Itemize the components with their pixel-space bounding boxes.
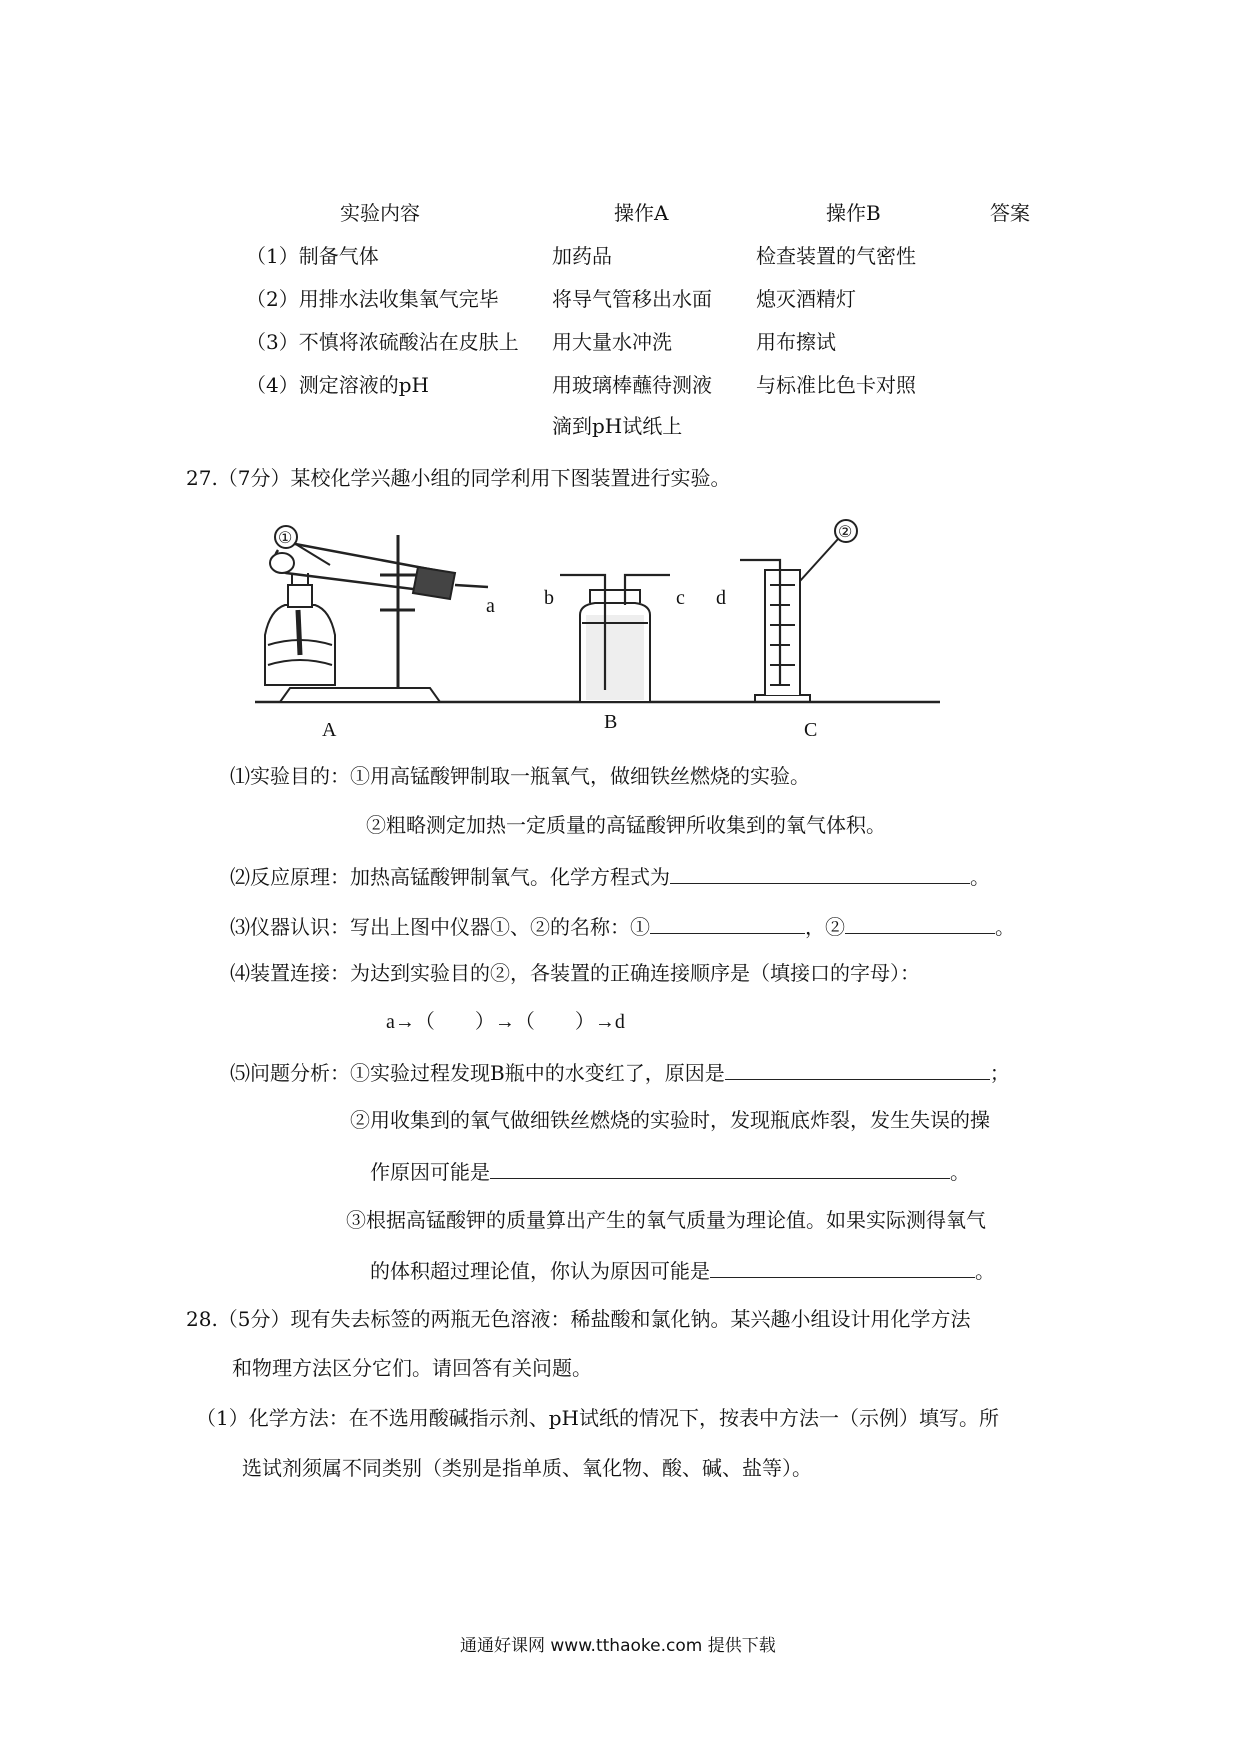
q27-part3-text: ⑶仪器认识：写出上图中仪器①、②的名称：① (230, 915, 650, 939)
q27-part4: ⑷装置连接：为达到实验目的②，各装置的正确连接顺序是（填接口的字母）： (230, 961, 920, 985)
table-row-4-b: 与标准比色卡对照 (756, 373, 916, 397)
marker-1: ① (278, 528, 293, 547)
q27-part3-mid: ，② (805, 915, 845, 939)
q27-part5-line4: ③根据高锰酸钾的质量算出产生的氧气质量为理论值。如果实际测得氧气 (346, 1208, 986, 1232)
table-header-answer: 答案 (990, 201, 1030, 225)
table-row-1-b: 检查装置的气密性 (756, 244, 916, 268)
table-row-2-b: 熄灭酒精灯 (756, 287, 856, 311)
q27-part3-end: 。 (995, 915, 1015, 939)
q27-part3-blank-2[interactable] (845, 915, 995, 934)
table-header-operation-b: 操作B (826, 201, 881, 225)
q27-part5-line1-end: ； (989, 1061, 1010, 1085)
q27-part1-line2: ②粗略测定加热一定质量的高锰酸钾所收集到的氧气体积。 (366, 813, 886, 837)
q27-part5-line3-end: 。 (950, 1160, 970, 1184)
table-row-3-content: （3）不慎将浓硫酸沾在皮肤上 (246, 330, 519, 354)
table-row-2-a: 将导气管移出水面 (552, 287, 712, 311)
table-row-4-a-continuation: 滴到pH试纸上 (552, 414, 683, 438)
marker-2: ② (838, 522, 853, 541)
port-d-label: d (716, 587, 726, 609)
table-row-3-b: 用布擦试 (756, 330, 836, 354)
table-row-2-content: （2）用排水法收集氧气完毕 (246, 287, 499, 311)
table-row-4-content: （4）测定溶液的pH (246, 373, 429, 397)
q28-line4: 选试剂须属不同类别（类别是指单质、氧化物、酸、碱、盐等）。 (242, 1456, 812, 1480)
q27-part4-sequence[interactable]: a→（ ）→（ ）→d (386, 1011, 625, 1033)
table-header-operation-a: 操作A (614, 201, 669, 225)
footer-credit: 通通好课网 www.tthaoke.com 提供下载 (460, 1636, 776, 1656)
q28-line3: （1）化学方法：在不选用酸碱指示剂、pH试纸的情况下，按表中方法一（示例）填写。所 (196, 1406, 999, 1430)
apparatus-figure (250, 515, 950, 735)
table-row-1-a: 加药品 (552, 244, 612, 268)
q27-part5-line1-text: ⑸问题分析：①实验过程发现B瓶中的水变红了，原因是 (230, 1061, 725, 1085)
table-header-content: 实验内容 (340, 201, 420, 225)
apparatus-c-label: C (804, 719, 818, 741)
apparatus-b-label: B (604, 711, 618, 733)
port-a-label: a (486, 595, 495, 617)
q27-stem: 27.（7分）某校化学兴趣小组的同学利用下图装置进行实验。 (186, 466, 731, 490)
q27-part5-line5-text: 的体积超过理论值，你认为原因可能是 (370, 1259, 710, 1283)
q27-part5-line1 (230, 1061, 1010, 1083)
q27-part5-line3-text: 作原因可能是 (370, 1160, 490, 1184)
q27-part5-blank-2[interactable] (490, 1160, 950, 1179)
q27-part2-end: 。 (970, 865, 990, 889)
port-b-label: b (544, 587, 554, 609)
table-row-1-content: （1）制备气体 (246, 244, 379, 268)
q28-line1: 28.（5分）现有失去标签的两瓶无色溶液：稀盐酸和氯化钠。某兴趣小组设计用化学方法 (186, 1307, 971, 1331)
q27-part5-line5-end: 。 (975, 1259, 995, 1283)
q27-part3-blank-1[interactable] (650, 915, 805, 934)
apparatus-a-label: A (322, 719, 337, 741)
port-c-label: c (676, 587, 685, 609)
q27-part5-line3 (370, 1160, 970, 1182)
table-row-3-a: 用大量水冲洗 (552, 330, 672, 354)
q27-part5-blank-1[interactable] (725, 1061, 990, 1080)
q27-part2 (230, 865, 990, 887)
q27-part5-blank-3[interactable] (710, 1259, 975, 1278)
q27-part5-line5 (370, 1259, 995, 1281)
q27-part3 (230, 915, 1015, 937)
table-row-4-a: 用玻璃棒蘸待测液 (552, 373, 712, 397)
q28-line2: 和物理方法区分它们。请回答有关问题。 (232, 1356, 592, 1380)
q27-part1-line1: ⑴实验目的：①用高锰酸钾制取一瓶氧气，做细铁丝燃烧的实验。 (230, 764, 810, 788)
q27-part2-text: ⑵反应原理：加热高锰酸钾制氧气。化学方程式为 (230, 865, 670, 889)
q27-part5-line2: ②用收集到的氧气做细铁丝燃烧的实验时，发现瓶底炸裂，发生失误的操 (350, 1108, 990, 1132)
q27-part2-blank[interactable] (670, 865, 970, 884)
